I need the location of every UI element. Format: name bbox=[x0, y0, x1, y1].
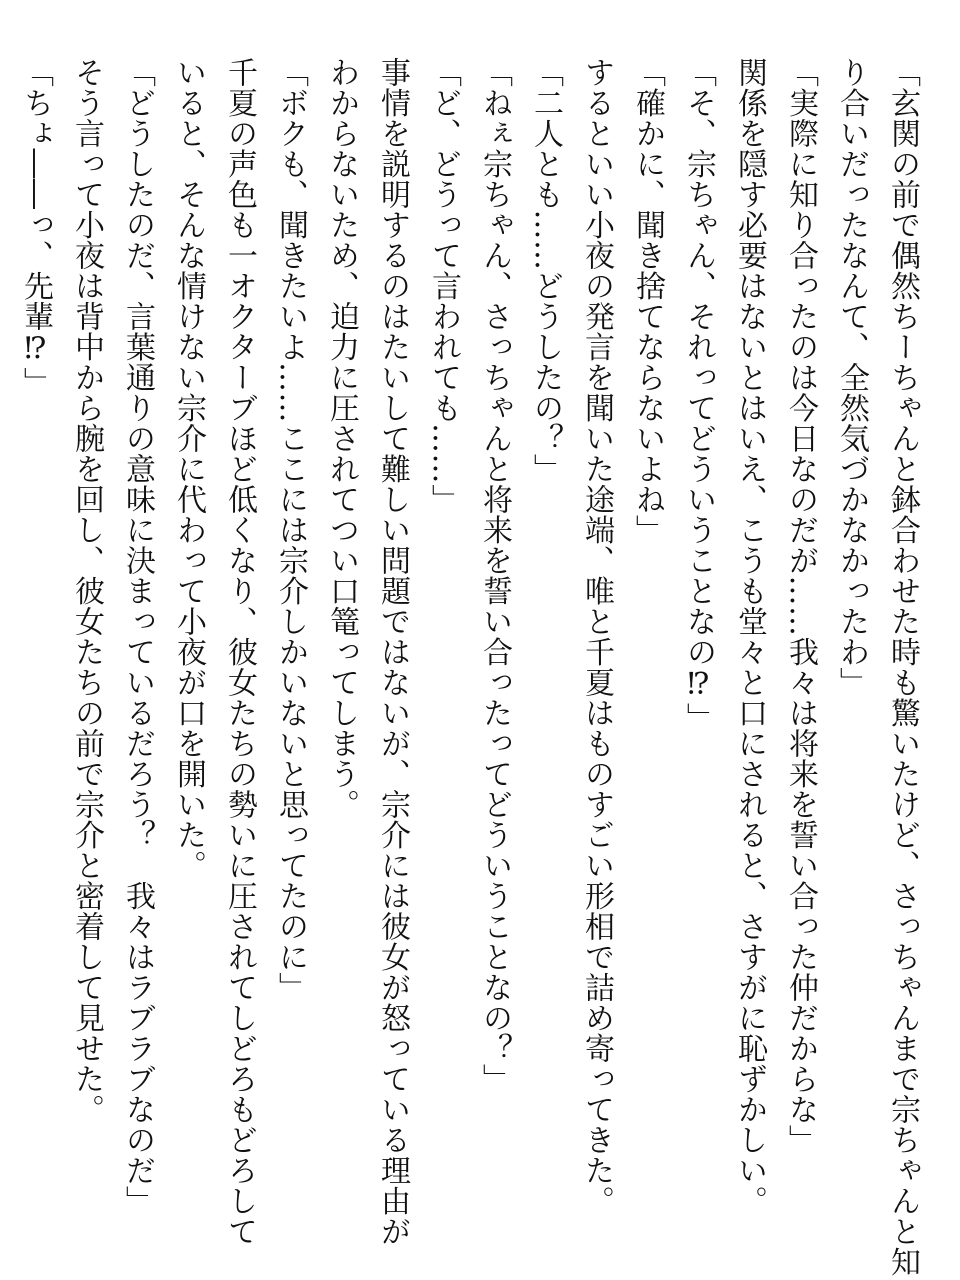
text-line: 「どうしたのだ、言葉通りの意味に決まっているだろう？ 我々はラブラブなのだ」 bbox=[120, 57, 155, 1216]
text-line: いると、そんな情けない宗介に代わって小夜が口を開いた。 bbox=[171, 57, 206, 881]
text-line: 「そ、宗ちゃん、それってどういうことなの⁉」 bbox=[681, 57, 716, 733]
text-line: 「玄関の前で偶然ちーちゃんと鉢合わせた時も驚いたけど、さっちゃんまで宗ちゃんと知 bbox=[885, 57, 920, 1277]
text-line: 「実際に知り合ったのは今日なのだが……我々は将来を誓い合った仲だからな」 bbox=[783, 57, 818, 1155]
text-line: するといい小夜の発言を聞いた途端、唯と千夏はものすごい形相で詰め寄ってきた。 bbox=[579, 57, 614, 1216]
text-line: わからないため、迫力に圧されてつい口篭ってしまう。 bbox=[324, 57, 359, 820]
text-line: 「ねぇ宗ちゃん、さっちゃんと将来を誓い合ったってどういうことなの？」 bbox=[477, 57, 512, 1094]
text-line: 千夏の声色も一オクターブほど低くなり、彼女たちの勢いに圧されてしどろもどろして bbox=[222, 57, 257, 1247]
text-line: 関係を隠す必要はないとはいえ、こうも堂々と口にされると、さすがに恥ずかしい。 bbox=[732, 57, 767, 1216]
text-line: 事情を説明するのはたいして難しい問題ではないが、宗介には彼女が怒っている理由が bbox=[375, 57, 410, 1247]
vertical-text-body bbox=[10, 57, 928, 1277]
text-line: 「ど、どうって言われても……」 bbox=[426, 57, 461, 515]
text-line: 「ボクも、聞きたいよ……ここには宗介しかいないと思ってたのに」 bbox=[273, 57, 308, 1003]
text-line: り合いだったなんて、全然気づかなかったわ」 bbox=[834, 57, 869, 698]
text-line: そう言って小夜は背中から腕を回し、彼女たちの前で宗介と密着して見せた。 bbox=[69, 57, 104, 1125]
text-line: 「二人とも……どうしたの？」 bbox=[528, 57, 563, 484]
text-line: 「確かに、聞き捨てならないよね」 bbox=[630, 57, 665, 545]
text-line: 「ちょ――っ、先輩⁉」 bbox=[18, 57, 53, 398]
